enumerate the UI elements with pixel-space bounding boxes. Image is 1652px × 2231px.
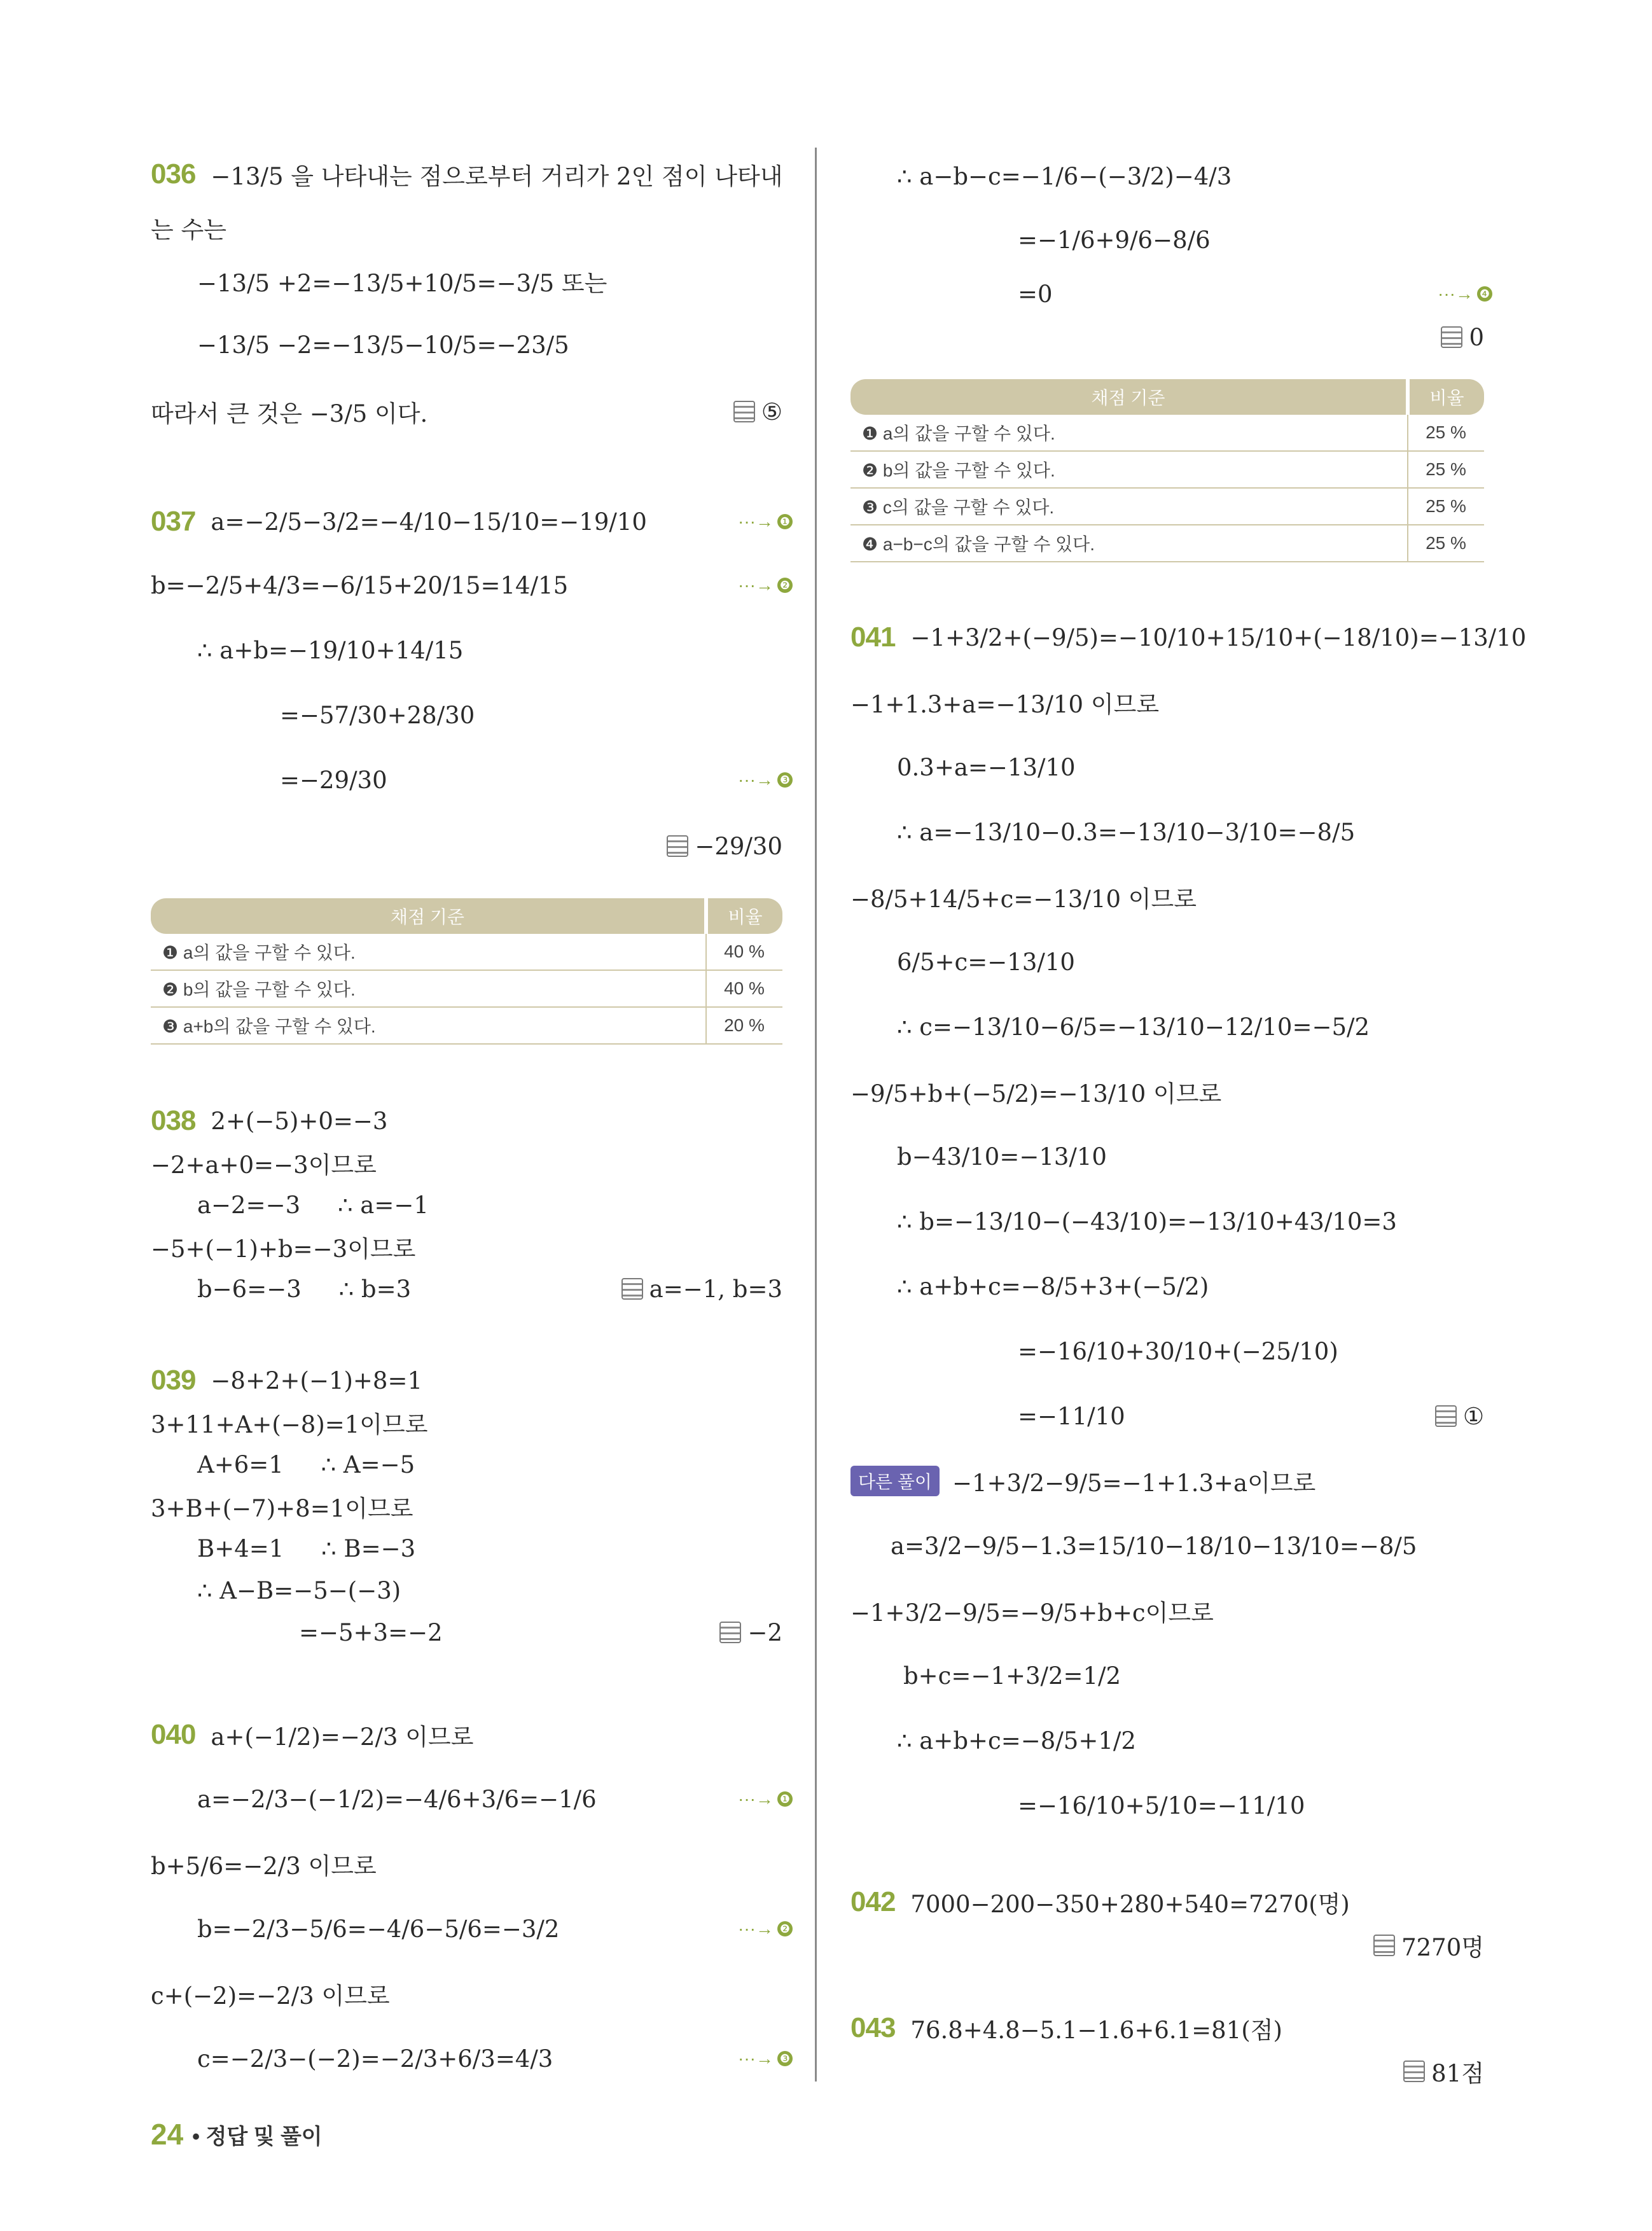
problem-043-line1	[850, 1995, 1282, 2061]
math-text: =−57/30+28/30	[280, 701, 475, 729]
problem-040-line3	[151, 1831, 377, 1897]
step-number: ❸	[777, 772, 793, 788]
arrow-icon: ···→	[738, 1919, 774, 1938]
step-number: ❶	[777, 514, 793, 529]
math-text: =−16/10+30/10+(−25/10)	[1018, 1337, 1338, 1365]
problem-037-line2	[151, 552, 568, 618]
answer-041	[1435, 1383, 1484, 1449]
problem-041-line6	[897, 929, 1075, 995]
page-footer	[151, 2112, 323, 2157]
math-text: =−11/10	[1018, 1402, 1125, 1430]
math-text: −1+3/2+(−9/5)=−10/10+15/10+(−18/10)=−13/10	[910, 623, 1527, 651]
math-text: 7000−200−350+280+540=7270(명)	[910, 1891, 1350, 1918]
table-cell: 25 %	[1408, 525, 1484, 562]
step-marker-2	[738, 1896, 793, 1962]
table-header: 비율	[1408, 379, 1484, 415]
alt-solution-line2	[891, 1513, 1417, 1579]
problem-041-line7	[897, 994, 1370, 1060]
table-cell: ❶ a의 값을 구할 수 있다.	[850, 415, 1408, 451]
arrow-icon: ···→	[738, 770, 774, 789]
table-header: 채점 기준	[151, 898, 706, 934]
math-text: ∴ a+b+c=−8/5+3+(−5/2)	[897, 1272, 1209, 1300]
alt-solution-badge: 다른 풀이	[850, 1466, 940, 1496]
problem-040-line6	[197, 2026, 553, 2092]
math-text: 2+(−5)+0=−3	[211, 1107, 388, 1135]
step-number: ❷	[777, 1921, 793, 1936]
answer-value: a=−1, b=3	[649, 1275, 782, 1303]
problem-040-line5	[151, 1961, 390, 2027]
math-text: −8/5+14/5+c=−13/10 이므로	[850, 886, 1197, 913]
problem-036-line3	[197, 248, 607, 314]
math-text: −8+2+(−1)+8=1	[211, 1366, 423, 1394]
table-cell: 25 %	[1408, 488, 1484, 525]
math-text: −9/5+b+(−5/2)=−13/10 이므로	[850, 1080, 1222, 1108]
table-cell: 40 %	[706, 934, 782, 970]
problem-041-line12	[1018, 1318, 1338, 1384]
problem-039-line7	[299, 1599, 443, 1665]
answer-icon	[667, 835, 688, 857]
problem-036-line4	[197, 312, 569, 378]
alt-solution-line6	[1018, 1772, 1305, 1838]
table-cell: 20 %	[706, 1007, 782, 1044]
math-text: a=−2/5−3/2=−4/10−15/10=−19/10	[211, 508, 647, 536]
step-marker-1	[738, 489, 793, 555]
problem-040-cont-line3	[1018, 261, 1053, 327]
problem-040-cont-line1	[897, 143, 1232, 209]
answer-038	[621, 1256, 782, 1322]
problem-041-line9	[897, 1123, 1107, 1190]
answer-value: −2	[747, 1618, 782, 1646]
math-text: −13/5 을 나타내는 점으로부터 거리가 2인 점이 나타내	[211, 163, 783, 190]
answer-040	[1441, 304, 1484, 370]
problem-037-line1	[151, 489, 647, 555]
problem-041-line2	[850, 669, 1159, 735]
problem-042-line1	[850, 1869, 1350, 1935]
math-text: B+4=1 ∴ B=−3	[197, 1534, 416, 1562]
problem-040-line1	[151, 1702, 473, 1768]
math-text: −13/5 −2=−13/5−10/5=−23/5	[197, 331, 569, 359]
answer-icon	[733, 401, 755, 422]
math-text: ∴ a−b−c=−1/6−(−3/2)−4/3	[897, 162, 1232, 190]
answer-icon	[1441, 326, 1462, 348]
problem-041-line11	[897, 1253, 1209, 1319]
table-cell: 25 %	[1408, 451, 1484, 488]
problem-041-line1	[850, 604, 1526, 671]
arrow-icon: ···→	[1438, 284, 1473, 303]
math-text: A+6=1 ∴ A=−5	[197, 1450, 415, 1478]
step-number: ❶	[777, 1791, 793, 1807]
table-cell: 25 %	[1408, 415, 1484, 451]
problem-041-line4	[897, 799, 1355, 865]
problem-number: 040	[151, 1719, 196, 1750]
math-text: −1+1.3+a=−13/10 이므로	[850, 691, 1160, 718]
problem-number: 037	[151, 506, 196, 537]
answer-042	[1373, 1912, 1484, 1978]
step-marker-1	[738, 1766, 793, 1832]
table-header: 비율	[706, 898, 782, 934]
table-header: 채점 기준	[850, 379, 1408, 415]
math-text: −1+3/2−9/5=−9/5+b+c이므로	[850, 1599, 1214, 1627]
math-text: −2+a+0=−3이므로	[151, 1151, 377, 1179]
math-text: =−29/30	[280, 766, 387, 794]
math-text: ∴ c=−13/10−6/5=−13/10−12/10=−5/2	[897, 1013, 1370, 1041]
math-text: −13/5 +2=−13/5+10/5=−3/5 또는	[197, 270, 607, 297]
step-number: ❸	[777, 2051, 793, 2066]
math-text: 6/5+c=−13/10	[897, 948, 1075, 976]
problem-number: 038	[151, 1105, 196, 1136]
math-text: −1+3/2−9/5=−1+1.3+a이므로	[952, 1470, 1316, 1497]
problem-number: 041	[850, 622, 896, 653]
answer-icon	[621, 1278, 643, 1300]
step-marker-2	[738, 552, 793, 618]
math-text: c+(−2)=−2/3 이므로	[151, 1982, 390, 2010]
math-text: ∴ a+b=−19/10+14/15	[197, 636, 464, 664]
problem-041-line13	[1018, 1383, 1125, 1449]
table-row	[850, 415, 1484, 451]
grading-table-037	[151, 898, 782, 1045]
answer-value: 7270명	[1401, 1934, 1484, 1961]
math-text: ∴ A−B=−5−(−3)	[197, 1576, 401, 1604]
math-text: ∴ b=−13/10−(−43/10)=−13/10+43/10=3	[897, 1207, 1397, 1235]
footer-title: • 정답 및 풀이	[192, 2124, 323, 2149]
math-text: 3+B+(−7)+8=1이므로	[151, 1495, 413, 1522]
problem-041-line8	[850, 1059, 1221, 1125]
step-marker-3	[738, 2026, 793, 2092]
problem-041-line3	[897, 734, 1076, 800]
math-text: 0.3+a=−13/10	[897, 753, 1076, 781]
problem-038-line5	[197, 1256, 411, 1322]
math-text: b−43/10=−13/10	[897, 1143, 1107, 1171]
table-row	[850, 451, 1484, 488]
step-marker-3	[738, 747, 793, 813]
math-text: ∴ a+b+c=−8/5+1/2	[897, 1727, 1136, 1755]
problem-037-line4	[280, 682, 475, 748]
alt-solution-line3	[850, 1578, 1214, 1644]
arrow-icon: ···→	[738, 575, 774, 595]
answer-value: 81점	[1431, 2060, 1484, 2087]
problem-040-line4	[197, 1896, 559, 1962]
table-cell: ❶ a의 값을 구할 수 있다.	[151, 934, 706, 970]
answer-043	[1403, 2038, 1484, 2104]
problem-number: 043	[850, 2012, 896, 2043]
table-cell: ❷ b의 값을 구할 수 있다.	[850, 451, 1408, 488]
answer-037	[667, 813, 782, 879]
step-number: ❷	[777, 578, 793, 593]
grading-table-040	[850, 379, 1484, 562]
math-text: c=−2/3−(−2)=−2/3+6/3=4/3	[197, 2045, 553, 2073]
table-cell: ❸ c의 값을 구할 수 있다.	[850, 488, 1408, 525]
math-text: =0	[1018, 280, 1053, 308]
math-text: 는 수는	[151, 216, 226, 244]
answer-value: −29/30	[695, 832, 782, 860]
math-text: a+(−1/2)=−2/3 이므로	[211, 1723, 474, 1751]
problem-number: 039	[151, 1365, 196, 1396]
answer-039	[719, 1599, 782, 1665]
table-row	[151, 970, 782, 1007]
table-cell: ❷ b의 값을 구할 수 있다.	[151, 970, 706, 1007]
answer-icon	[719, 1622, 741, 1643]
page-number: 24	[151, 2118, 184, 2151]
arrow-icon: ···→	[738, 2048, 774, 2068]
table-cell: 40 %	[706, 970, 782, 1007]
problem-037-line5	[280, 747, 387, 813]
table-cell: ❸ a+b의 값을 구할 수 있다.	[151, 1007, 706, 1044]
math-text: b=−2/3−5/6=−4/6−5/6=−3/2	[197, 1915, 560, 1943]
math-text: 3+11+A+(−8)=1이므로	[151, 1411, 428, 1438]
step-number: ❹	[1477, 286, 1492, 302]
math-text: b+c=−1+3/2=1/2	[903, 1662, 1121, 1690]
math-text: 따라서 큰 것은 −3/5 이다.	[151, 400, 428, 427]
arrow-icon: ···→	[738, 511, 774, 531]
table-row	[850, 525, 1484, 562]
answer-icon	[1435, 1405, 1457, 1427]
answer-value: 0	[1469, 323, 1484, 351]
problem-036-line1	[151, 141, 782, 207]
problem-number: 036	[151, 158, 196, 190]
table-row	[151, 934, 782, 970]
math-text: −5+(−1)+b=−3이므로	[151, 1235, 416, 1263]
answer-value: ⑤	[761, 398, 782, 426]
math-text: a=−2/3−(−1/2)=−4/6+3/6=−1/6	[197, 1785, 597, 1813]
math-text: a=3/2−9/5−1.3=15/10−18/10−13/10=−8/5	[891, 1532, 1417, 1560]
math-text: a−2=−3 ∴ a=−1	[197, 1191, 429, 1219]
alt-solution-line4	[903, 1643, 1121, 1709]
math-text: b+5/6=−2/3 이므로	[151, 1852, 377, 1880]
problem-041-line10	[897, 1188, 1397, 1255]
answer-icon	[1373, 1935, 1395, 1956]
math-text: =−5+3=−2	[299, 1618, 443, 1646]
alt-solution-line1	[850, 1448, 1315, 1514]
table-row	[850, 488, 1484, 525]
table-row	[151, 1007, 782, 1044]
answer-icon	[1403, 2061, 1425, 2082]
math-text: b−6=−3 ∴ b=3	[197, 1275, 412, 1303]
math-text: 76.8+4.8−5.1−1.6+6.1=81(점)	[910, 2017, 1282, 2044]
answer-036	[733, 379, 782, 445]
answer-value: ①	[1462, 1402, 1484, 1430]
table-cell: ❹ a−b−c의 값을 구할 수 있다.	[850, 525, 1408, 562]
column-divider	[815, 148, 817, 2082]
problem-number: 042	[850, 1886, 896, 1917]
math-text: =−1/6+9/6−8/6	[1018, 226, 1211, 254]
problem-037-line3	[197, 617, 463, 683]
problem-041-line5	[850, 864, 1197, 930]
problem-036-line5	[151, 379, 427, 445]
arrow-icon: ···→	[738, 1789, 774, 1809]
math-text: ∴ a=−13/10−0.3=−13/10−3/10=−8/5	[897, 818, 1356, 846]
math-text: =−16/10+5/10=−11/10	[1018, 1791, 1305, 1819]
problem-040-line2	[197, 1766, 597, 1832]
math-text: b=−2/5+4/3=−6/15+20/15=14/15	[151, 571, 569, 599]
alt-solution-line5	[897, 1707, 1136, 1774]
